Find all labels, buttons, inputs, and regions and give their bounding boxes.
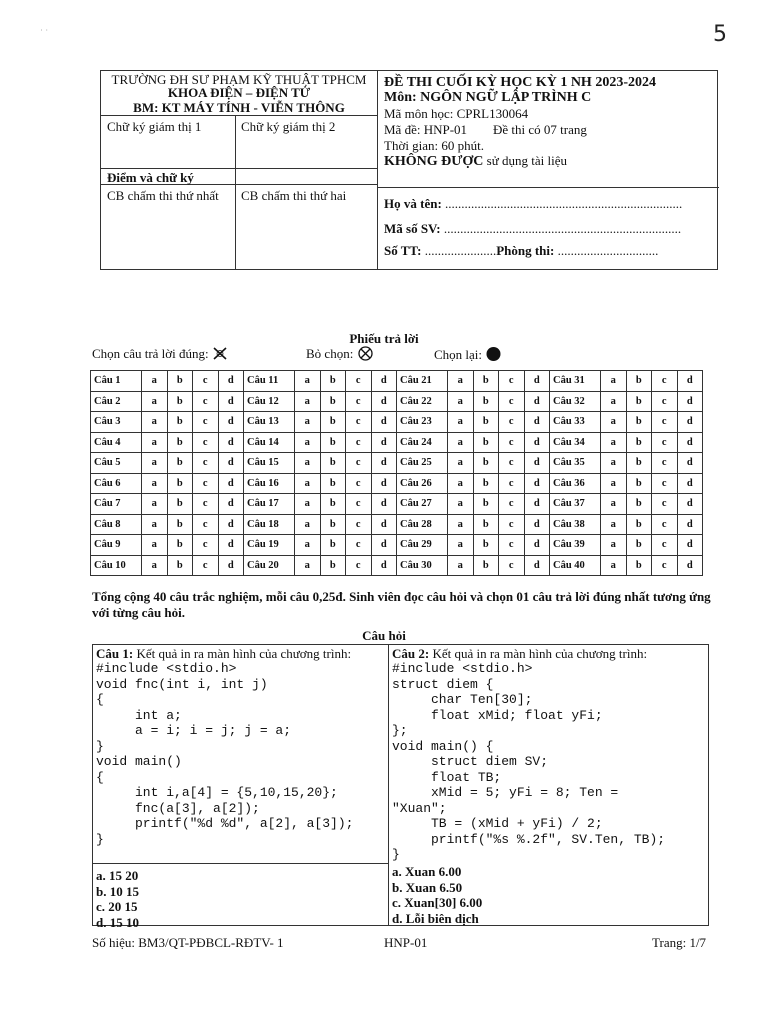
- grader2-label: CB chấm thi thứ hai: [241, 188, 347, 203]
- question-number-cell: Câu 18: [244, 514, 295, 535]
- answer-option-d[interactable]: d: [218, 412, 244, 433]
- answer-option-c[interactable]: c: [346, 514, 372, 535]
- answer-option-c[interactable]: c: [499, 412, 525, 433]
- page-count: Đề thi có 07 trang: [493, 122, 587, 137]
- answer-option-a[interactable]: a: [295, 514, 321, 535]
- answer-option-c[interactable]: c: [346, 535, 372, 556]
- answer-option-a[interactable]: a: [295, 494, 321, 515]
- answer-option-d[interactable]: d: [524, 432, 550, 453]
- q1-code: #include <stdio.h> void fnc(int i, int j) { int a; a = i; i = j; j = a; } void main() { int i,a[4] = {5,10,15,20}; fnc(a[3], a[2]); printf("%d %d", a[2], a[3]); }: [96, 661, 354, 847]
- answer-option-a[interactable]: a: [142, 473, 168, 494]
- answer-option-b[interactable]: b: [473, 535, 499, 556]
- seq-room-field: Số TT: ......................Phòng thi: ...............................: [384, 243, 659, 258]
- duration: Thời gian: 60 phút.: [384, 138, 485, 153]
- answer-option-b[interactable]: b: [473, 514, 499, 535]
- answer-option-c[interactable]: c: [193, 494, 219, 515]
- answer-option-c[interactable]: c: [652, 391, 678, 412]
- question-number-cell: Câu 16: [244, 473, 295, 494]
- answer-option-c[interactable]: c: [346, 494, 372, 515]
- question-2: Câu 2: Kết quả in ra màn hình của chương trình: #include <stdio.h> struct diem { char Ten[30]; float xMid; float yFi; }; void main() { struct diem SV; float TB; xMid = 5; yFi = 8; Ten = "Xuan"; TB = (xMid + yFi) / 2; printf("%s %.2f", SV.Ten, TB); } a. Xuan 6.00 b. Xuan 6.50 c. Xuan[30] 6.00 d. Lỗi biên dịch: [392, 646, 707, 863]
- exam-code: Mã đề: HNP-01: [384, 122, 468, 137]
- circled-cross-icon: [357, 346, 374, 361]
- answer-option-b[interactable]: b: [167, 473, 193, 494]
- question-number-cell: Câu 5: [91, 453, 142, 474]
- q1-answer-b: b. 10 15: [96, 883, 139, 899]
- question-number-cell: Câu 1: [91, 371, 142, 392]
- answer-option-b[interactable]: b: [320, 453, 346, 474]
- answer-option-c[interactable]: c: [346, 432, 372, 453]
- answer-option-b[interactable]: b: [473, 473, 499, 494]
- answer-option-b[interactable]: b: [320, 494, 346, 515]
- answer-option-d[interactable]: d: [371, 555, 397, 576]
- legend-rechoose: Chọn lại:: [434, 346, 502, 363]
- subject: Môn: NGÔN NGỮ LẬP TRÌNH C: [384, 90, 592, 105]
- answer-option-b[interactable]: b: [320, 555, 346, 576]
- answer-option-d[interactable]: d: [371, 514, 397, 535]
- question-number-cell: Câu 4: [91, 432, 142, 453]
- exam-title: ĐỀ THI CUỐI KỲ HỌC KỲ 1 NH 2023-2024: [384, 75, 656, 90]
- answer-option-b[interactable]: b: [626, 432, 652, 453]
- student-name-field: Họ và tên: .........................................................................: [384, 196, 683, 211]
- question-number-cell: Câu 31: [550, 371, 601, 392]
- q2-answer-b: b. Xuan 6.50: [392, 879, 463, 895]
- answer-option-b[interactable]: b: [473, 371, 499, 392]
- answer-option-d[interactable]: d: [371, 412, 397, 433]
- school-name: TRƯỜNG ĐH SƯ PHẠM KỸ THUẬT TPHCM: [111, 72, 367, 87]
- answer-option-a[interactable]: a: [295, 453, 321, 474]
- answer-option-b[interactable]: b: [167, 555, 193, 576]
- answer-option-a[interactable]: a: [601, 514, 627, 535]
- answer-option-c[interactable]: c: [652, 371, 678, 392]
- answer-option-c[interactable]: c: [346, 555, 372, 576]
- answer-option-b[interactable]: b: [167, 453, 193, 474]
- q2-answers: [392, 864, 482, 926]
- answer-option-c[interactable]: c: [346, 473, 372, 494]
- answer-option-c[interactable]: c: [193, 514, 219, 535]
- footer-page: Trang: 1/7: [652, 935, 707, 950]
- answer-option-a[interactable]: a: [295, 432, 321, 453]
- answer-option-a[interactable]: a: [295, 412, 321, 433]
- questions-box: [92, 644, 709, 930]
- answer-option-d[interactable]: d: [371, 453, 397, 474]
- answer-option-d[interactable]: d: [218, 432, 244, 453]
- answer-option-b[interactable]: b: [320, 371, 346, 392]
- answer-option-b[interactable]: b: [473, 391, 499, 412]
- answer-option-c[interactable]: c: [652, 453, 678, 474]
- grader1-label: CB chấm thi thứ nhất: [107, 188, 219, 203]
- question-number-cell: Câu 40: [550, 555, 601, 576]
- answer-grid-row: [91, 514, 703, 535]
- answer-option-c[interactable]: c: [499, 432, 525, 453]
- answer-option-b[interactable]: b: [167, 391, 193, 412]
- answer-option-c[interactable]: c: [193, 535, 219, 556]
- course-code: Mã môn học: CPRL130064: [384, 106, 529, 121]
- answer-option-a[interactable]: a: [142, 514, 168, 535]
- question-number-cell: Câu 27: [397, 494, 448, 515]
- answer-option-d[interactable]: d: [218, 453, 244, 474]
- answer-option-d[interactable]: d: [371, 371, 397, 392]
- answer-option-d[interactable]: d: [524, 535, 550, 556]
- question-number-cell: Câu 6: [91, 473, 142, 494]
- answer-option-d[interactable]: d: [371, 494, 397, 515]
- supervisor1-label: Chữ ký giám thị 1: [107, 119, 202, 134]
- answer-option-a[interactable]: a: [601, 391, 627, 412]
- question-number-cell: Câu 22: [397, 391, 448, 412]
- no-documents-note: KHÔNG ĐƯỢC sử dụng tài liệu: [384, 153, 568, 169]
- answer-option-a[interactable]: a: [448, 453, 474, 474]
- answer-grid-row: [91, 473, 703, 494]
- answer-option-c[interactable]: c: [652, 494, 678, 515]
- answer-option-a[interactable]: a: [142, 453, 168, 474]
- answer-option-d[interactable]: d: [524, 555, 550, 576]
- answer-option-d[interactable]: d: [524, 473, 550, 494]
- page-corner-number: 5: [713, 22, 727, 47]
- answer-option-a[interactable]: a: [142, 412, 168, 433]
- answer-option-a[interactable]: a: [448, 555, 474, 576]
- answer-option-c[interactable]: c: [499, 514, 525, 535]
- answer-option-c[interactable]: c: [499, 371, 525, 392]
- answer-option-a[interactable]: a: [601, 412, 627, 433]
- department-name: BM: KT MÁY TÍNH - VIỄN THÔNG: [133, 100, 345, 115]
- answer-option-c[interactable]: c: [652, 473, 678, 494]
- answer-option-b[interactable]: b: [320, 535, 346, 556]
- question-number-cell: Câu 26: [397, 473, 448, 494]
- answer-option-a[interactable]: a: [448, 412, 474, 433]
- answer-option-a[interactable]: a: [295, 555, 321, 576]
- answer-option-c[interactable]: c: [346, 453, 372, 474]
- q1-answer-a: a. 15 20: [96, 868, 139, 883]
- answer-option-a[interactable]: a: [601, 453, 627, 474]
- answer-grid-row: [91, 453, 703, 474]
- answer-option-a[interactable]: a: [142, 535, 168, 556]
- answer-option-d[interactable]: d: [218, 494, 244, 515]
- question-number-cell: Câu 17: [244, 494, 295, 515]
- answer-option-a[interactable]: a: [601, 371, 627, 392]
- answer-option-a[interactable]: a: [448, 473, 474, 494]
- answer-option-a[interactable]: a: [295, 371, 321, 392]
- answer-option-d[interactable]: d: [677, 514, 703, 535]
- question-number-cell: Câu 39: [550, 535, 601, 556]
- answer-option-a[interactable]: a: [448, 391, 474, 412]
- q2-answer-a: a. Xuan 6.00: [392, 864, 462, 879]
- answer-grid-row: [91, 371, 703, 392]
- answer-sheet-title: Phiếu trả lời: [349, 331, 419, 346]
- answer-option-d[interactable]: d: [218, 371, 244, 392]
- answer-option-a[interactable]: a: [448, 432, 474, 453]
- answer-option-d[interactable]: d: [677, 555, 703, 576]
- answer-option-a[interactable]: a: [295, 473, 321, 494]
- answer-option-c[interactable]: c: [193, 453, 219, 474]
- question-number-cell: Câu 33: [550, 412, 601, 433]
- answer-option-c[interactable]: c: [193, 432, 219, 453]
- question-number-cell: Câu 23: [397, 412, 448, 433]
- answer-option-c[interactable]: c: [193, 412, 219, 433]
- answer-option-d[interactable]: d: [218, 535, 244, 556]
- answer-option-a[interactable]: a: [142, 391, 168, 412]
- instructions: Tổng cộng 40 câu trắc nghiệm, mỗi câu 0,25đ. Sinh viên đọc câu hỏi và chọn 01 câu trả lời đúng nhất tương ứng với từng câu hỏi.: [92, 589, 711, 620]
- answer-option-a[interactable]: a: [601, 555, 627, 576]
- answer-option-c[interactable]: c: [652, 432, 678, 453]
- answer-option-b[interactable]: b: [626, 371, 652, 392]
- answer-option-a[interactable]: a: [448, 514, 474, 535]
- faculty-name: KHOA ĐIỆN – ĐIỆN TỬ: [167, 85, 311, 100]
- questions-title: Câu hỏi: [362, 628, 406, 643]
- answer-option-b[interactable]: b: [167, 514, 193, 535]
- q2-answer-c: c. Xuan[30] 6.00: [392, 895, 483, 910]
- answer-option-a[interactable]: a: [142, 432, 168, 453]
- question-number-cell: Câu 30: [397, 555, 448, 576]
- answer-option-d[interactable]: d: [677, 453, 703, 474]
- answer-option-d[interactable]: d: [524, 412, 550, 433]
- question-number-cell: Câu 19: [244, 535, 295, 556]
- answer-option-c[interactable]: c: [499, 453, 525, 474]
- question-number-cell: Câu 25: [397, 453, 448, 474]
- answer-option-b[interactable]: b: [473, 494, 499, 515]
- question-number-cell: Câu 14: [244, 432, 295, 453]
- question-number-cell: Câu 10: [91, 555, 142, 576]
- question-number-cell: Câu 11: [244, 371, 295, 392]
- answer-option-a[interactable]: a: [601, 494, 627, 515]
- answer-grid-row: [91, 555, 703, 576]
- answer-option-b[interactable]: b: [626, 391, 652, 412]
- answer-option-b[interactable]: b: [167, 432, 193, 453]
- answer-option-d[interactable]: d: [218, 473, 244, 494]
- answer-option-b[interactable]: b: [320, 391, 346, 412]
- answer-option-d[interactable]: d: [524, 514, 550, 535]
- answer-option-b[interactable]: b: [626, 412, 652, 433]
- question-number-cell: Câu 24: [397, 432, 448, 453]
- question-1: Câu 1: Kết quả in ra màn hình của chương trình: #include <stdio.h> void fnc(int i, int j) { int a; a = i; i = j; j = a; } void main() { int i,a[4] = {5,10,15,20}; fnc(a[3], a[2]); printf("%d %d", a[2], a[3]); } a. 15 20 b. 10 15 c. 20 15 d. 15 10: [96, 646, 386, 847]
- question-number-cell: Câu 20: [244, 555, 295, 576]
- answer-option-d[interactable]: d: [524, 453, 550, 474]
- answer-option-b[interactable]: b: [320, 473, 346, 494]
- question-number-cell: Câu 35: [550, 453, 601, 474]
- answer-option-a[interactable]: a: [142, 494, 168, 515]
- answer-option-c[interactable]: c: [193, 473, 219, 494]
- q2-code: #include <stdio.h> struct diem { char Ten[30]; float xMid; float yFi; }; void main() { struct diem SV; float TB; xMid = 5; yFi = 8; Ten = "Xuan"; TB = (xMid + yFi) / 2; printf("%s %.2f", SV.Ten, TB); }: [392, 661, 666, 862]
- question-number-cell: Câu 8: [91, 514, 142, 535]
- question-number-cell: Câu 32: [550, 391, 601, 412]
- answer-option-b[interactable]: b: [473, 453, 499, 474]
- answer-grid-row: [91, 391, 703, 412]
- footer-doc-code: Số hiệu: BM3/QT-PĐBCL-RĐTV- 1: [92, 935, 284, 950]
- answer-option-b[interactable]: b: [167, 412, 193, 433]
- answer-option-d[interactable]: d: [677, 432, 703, 453]
- answer-option-c[interactable]: c: [193, 371, 219, 392]
- answer-option-b[interactable]: b: [167, 371, 193, 392]
- answer-option-c[interactable]: c: [499, 494, 525, 515]
- answer-option-d[interactable]: d: [371, 391, 397, 412]
- answer-option-d[interactable]: d: [677, 494, 703, 515]
- scan-specks: ˙ ˙: [40, 28, 49, 38]
- answer-grid-row: [91, 432, 703, 453]
- question-number-cell: Câu 15: [244, 453, 295, 474]
- answer-option-c[interactable]: c: [346, 371, 372, 392]
- answer-option-d[interactable]: d: [218, 514, 244, 535]
- answer-option-a[interactable]: a: [601, 432, 627, 453]
- answer-option-b[interactable]: b: [320, 432, 346, 453]
- question-number-cell: Câu 37: [550, 494, 601, 515]
- answer-option-d[interactable]: d: [371, 473, 397, 494]
- question-number-cell: Câu 36: [550, 473, 601, 494]
- legend-unchoose: Bỏ chọn:: [306, 346, 374, 362]
- answer-option-d[interactable]: d: [218, 391, 244, 412]
- answer-option-b[interactable]: b: [320, 514, 346, 535]
- q1-answer-c: c. 20 15: [96, 899, 138, 914]
- answer-option-b[interactable]: b: [626, 453, 652, 474]
- answer-option-c[interactable]: c: [652, 555, 678, 576]
- answer-option-b[interactable]: b: [167, 494, 193, 515]
- answer-option-b[interactable]: b: [626, 535, 652, 556]
- answer-option-d[interactable]: d: [524, 371, 550, 392]
- answer-option-b[interactable]: b: [473, 432, 499, 453]
- answer-option-c[interactable]: c: [346, 391, 372, 412]
- answer-option-c[interactable]: c: [499, 535, 525, 556]
- legend-choose: Chọn câu trả lời đúng:: [92, 346, 228, 362]
- filled-circle-icon: [485, 346, 502, 362]
- question-number-cell: Câu 13: [244, 412, 295, 433]
- answer-option-c[interactable]: c: [499, 391, 525, 412]
- answer-option-a[interactable]: a: [142, 371, 168, 392]
- question-number-cell: Câu 2: [91, 391, 142, 412]
- answer-option-a[interactable]: a: [142, 555, 168, 576]
- question-number-cell: Câu 3: [91, 412, 142, 433]
- answer-grid-row: [91, 412, 703, 433]
- supervisor2-label: Chữ ký giám thị 2: [241, 119, 336, 134]
- q1-answers: [96, 868, 139, 930]
- answer-option-b[interactable]: b: [320, 412, 346, 433]
- answer-option-d[interactable]: d: [371, 535, 397, 556]
- exam-header: [100, 70, 718, 270]
- answer-option-d[interactable]: d: [677, 473, 703, 494]
- answer-option-a[interactable]: a: [448, 494, 474, 515]
- answer-option-d[interactable]: d: [524, 391, 550, 412]
- answer-option-a[interactable]: a: [295, 391, 321, 412]
- answer-option-b[interactable]: b: [626, 555, 652, 576]
- answer-grid-row: [91, 535, 703, 556]
- answer-option-a[interactable]: a: [448, 535, 474, 556]
- answer-option-b[interactable]: b: [473, 412, 499, 433]
- question-number-cell: Câu 7: [91, 494, 142, 515]
- answer-option-c[interactable]: c: [652, 535, 678, 556]
- answer-option-d[interactable]: d: [677, 371, 703, 392]
- answer-option-a[interactable]: a: [295, 535, 321, 556]
- footer-exam-code: HNP-01: [384, 935, 428, 950]
- answer-option-c[interactable]: c: [193, 391, 219, 412]
- question-number-cell: Câu 9: [91, 535, 142, 556]
- answer-option-b[interactable]: b: [626, 494, 652, 515]
- answer-option-c[interactable]: c: [499, 473, 525, 494]
- question-number-cell: Câu 29: [397, 535, 448, 556]
- answer-option-b[interactable]: b: [626, 473, 652, 494]
- question-number-cell: Câu 38: [550, 514, 601, 535]
- answer-option-d[interactable]: d: [371, 432, 397, 453]
- answer-option-b[interactable]: b: [473, 555, 499, 576]
- answer-option-c[interactable]: c: [346, 412, 372, 433]
- answer-option-d[interactable]: d: [524, 494, 550, 515]
- q2-answer-d: d. Lỗi biên dịch: [392, 910, 479, 926]
- answer-option-d[interactable]: d: [218, 555, 244, 576]
- answer-option-a[interactable]: a: [448, 371, 474, 392]
- student-id-field: Mã số SV: .........................................................................: [384, 221, 682, 236]
- q1-answer-d: d. 15 10: [96, 914, 139, 930]
- answer-option-d[interactable]: d: [677, 535, 703, 556]
- answer-option-c[interactable]: c: [499, 555, 525, 576]
- answer-option-c[interactable]: c: [193, 555, 219, 576]
- question-number-cell: Câu 12: [244, 391, 295, 412]
- answer-option-c[interactable]: c: [652, 412, 678, 433]
- score-sign-label: Điểm và chữ ký: [107, 170, 194, 185]
- crossed-mark-icon: [212, 347, 228, 360]
- question-number-cell: Câu 21: [397, 371, 448, 392]
- answer-option-c[interactable]: c: [652, 514, 678, 535]
- answer-option-a[interactable]: a: [601, 535, 627, 556]
- answer-option-b[interactable]: b: [167, 535, 193, 556]
- answer-option-b[interactable]: b: [626, 514, 652, 535]
- answer-option-d[interactable]: d: [677, 412, 703, 433]
- answer-grid-row: [91, 494, 703, 515]
- question-number-cell: Câu 34: [550, 432, 601, 453]
- answer-grid: [90, 370, 703, 576]
- answer-option-d[interactable]: d: [677, 391, 703, 412]
- question-number-cell: Câu 28: [397, 514, 448, 535]
- answer-option-a[interactable]: a: [601, 473, 627, 494]
